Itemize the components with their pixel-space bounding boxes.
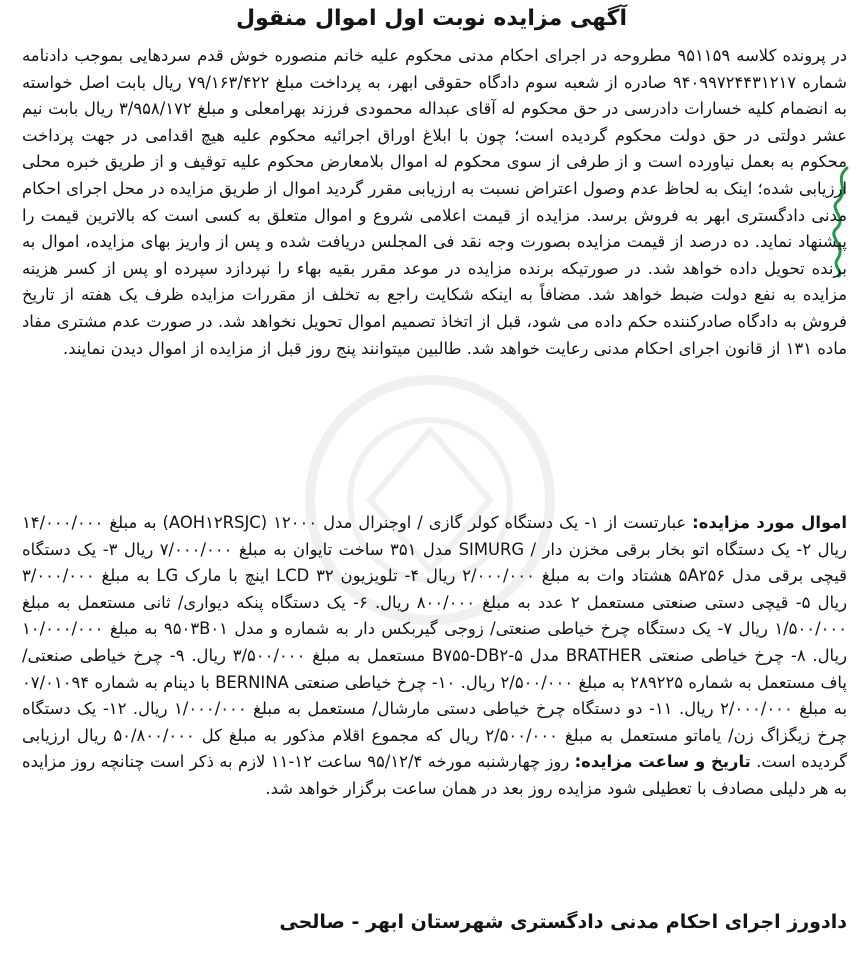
signature-line: دادورز اجرای احکام مدنی دادگستری شهرستان ابهر - صالحی	[279, 911, 847, 933]
page-title: آگهی مزایده نوبت اول اموال منقول	[235, 6, 628, 31]
items-label: اموال مورد مزایده:	[692, 513, 848, 532]
date-text: روز چهارشنبه مورخه ۹۵/۱۲/۴ ساعت ۱۲-۱۱ لازم به ذکر است چنانچه روز مزایده به هر دلیلی مصادف با تعطیلی شود مزایده روز بعد در همان ساعت برگزار خواهد شد.	[22, 752, 847, 798]
items-paragraph	[22, 510, 847, 803]
body-paragraph: در پرونده کلاسه ۹۵۱۱۵۹ مطروحه در اجرای احکام مدنی محکوم علیه خانم منصوره خوش قدم سردهایی بموجب دادنامه شماره ۹۴۰۹۹۷۲۴۴۳۱۲۱۷ صادره از شعبه سوم دادگاه حقوقی ابهر، به پرداخت مبلغ ۷۹/۱۶۳/۴۲۲ ریال بابت اصل خواسته به انضمام کلیه خسارات دادرسی در حق محکوم له آقای عبداله محمودی فرزند بهرامعلی و مبلغ ۳/۹۵۸/۱۷۲ ریال بابت نیم عشر دولتی در حق دولت محکوم گردیده است؛ چون با ابلاغ اوراق اجرائیه محکوم علیه هیچ اقدامی در جهت پرداخت محکوم به بعمل نیاورده است و از طرفی از سوی محکوم له اموال بلامعارض محکوم علیه توقیف و از طریق خبره محلی ارزیابی شده؛ اینک به لحاظ عدم وصول اعتراض نسبت به ارزیابی مقرر گردید اموال از طریق مزایده در محل اجرای احکام مدنی دادگستری ابهر به فروش برسد. مزایده از قیمت اعلامی شروع و اموال متعلق به کسی است که بالاترین قیمت را پیشنهاد نماید. ده درصد از قیمت مزایده بصورت وجه نقد فی المجلس دریافت شده و پس از واریز بهای مزایده، اموال به برنده تحویل داده خواهد شد. در صورتیکه برنده مزایده در موعد مقرر بقیه بهاء را نپردازد سپرده او پس از کسر هزینه مزایده به نفع دولت ضبط خواهد شد. مضافاً به اینکه شکایت راجع به تخلف از مقررات مزایده ظرف یک هفته از تاریخ فروش به دادگاه صادرکننده حکم داده می شود، قبل از اتخاذ تصمیم اموال تحویل نخواهد شد. در صورت عدم مشتری مفاد ماده ۱۳۱ از قانون اجرای احکام مدنی رعایت خواهد شد. طالبین میتوانند پنج روز قبل از مزایده از اموال دیدن نمایند.	[22, 46, 847, 358]
items-text: عبارتست از ۱- یک دستگاه کولر گازی / اوجنرال مدل ۱۲۰۰۰ (AOH۱۲RSJC) به مبلغ ۱۴/۰۰۰/۰۰۰ ریال ۲- یک دستگاه اتو بخار برقی مخزن دار / SIMURG مدل ۳۵۱ ساخت تایوان به مبلغ ۷/۰۰۰/۰۰۰ ریال ۳- یک دستگاه قیچی برقی مدل ۵A۲۵۶ هشتاد وات به مبلغ ۲/۰۰۰/۰۰۰ ریال ۴- تلویزیون LCD ۳۲ اینچ با مارک LG به مبلغ ۳/۰۰۰/۰۰۰ ریال ۵- قیچی دستی صنعتی مستعمل ۲ عدد به مبلغ ۸۰۰/۰۰۰ ریال. ۶- یک دستگاه پنکه دیواری/ ثانی مستعمل به مبلغ ۱/۵۰۰/۰۰۰ ریال ۷- یک دستگاه چرخ خیاطی صنعتی/ زوجی گیربکس دار به شماره و مدل ۹۵۰۳B۰۱ به مبلغ ۱۰/۰۰۰/۰۰۰ ریال. ۸- چرخ خیاطی صنعتی BRATHER مدل B۷۵۵-DB۲-۵ مستعمل به مبلغ ۳/۵۰۰/۰۰۰ ریال. ۹- چرخ خیاطی صنعتی/ پاف مستعمل به شماره ۲۸۹۲۲۵ به مبلغ ۲/۵۰۰/۰۰۰ ریال. ۱۰- چرخ خیاطی صنعتی BERNINA با دینام به شماره ۰۷/۰۱۰۹۴ به مبلغ ۲/۰۰۰/۰۰۰ ریال. ۱۱- دو دستگاه چرخ خیاطی دستی مارشال/ مستعمل به مبلغ ۱/۰۰۰/۰۰۰ ریال. ۱۲- یک دستگاه چرخ زیگزاگ زن/ یاماتو مستعمل به مبلغ ۲/۵۰۰/۰۰۰ ریال که مجموع اقلام مذکور به مبلغ کل ۵۰/۸۰۰/۰۰۰ ریال ارزیابی گردیده است.	[22, 513, 848, 772]
date-label: تاریخ و ساعت مزایده:	[574, 752, 751, 772]
